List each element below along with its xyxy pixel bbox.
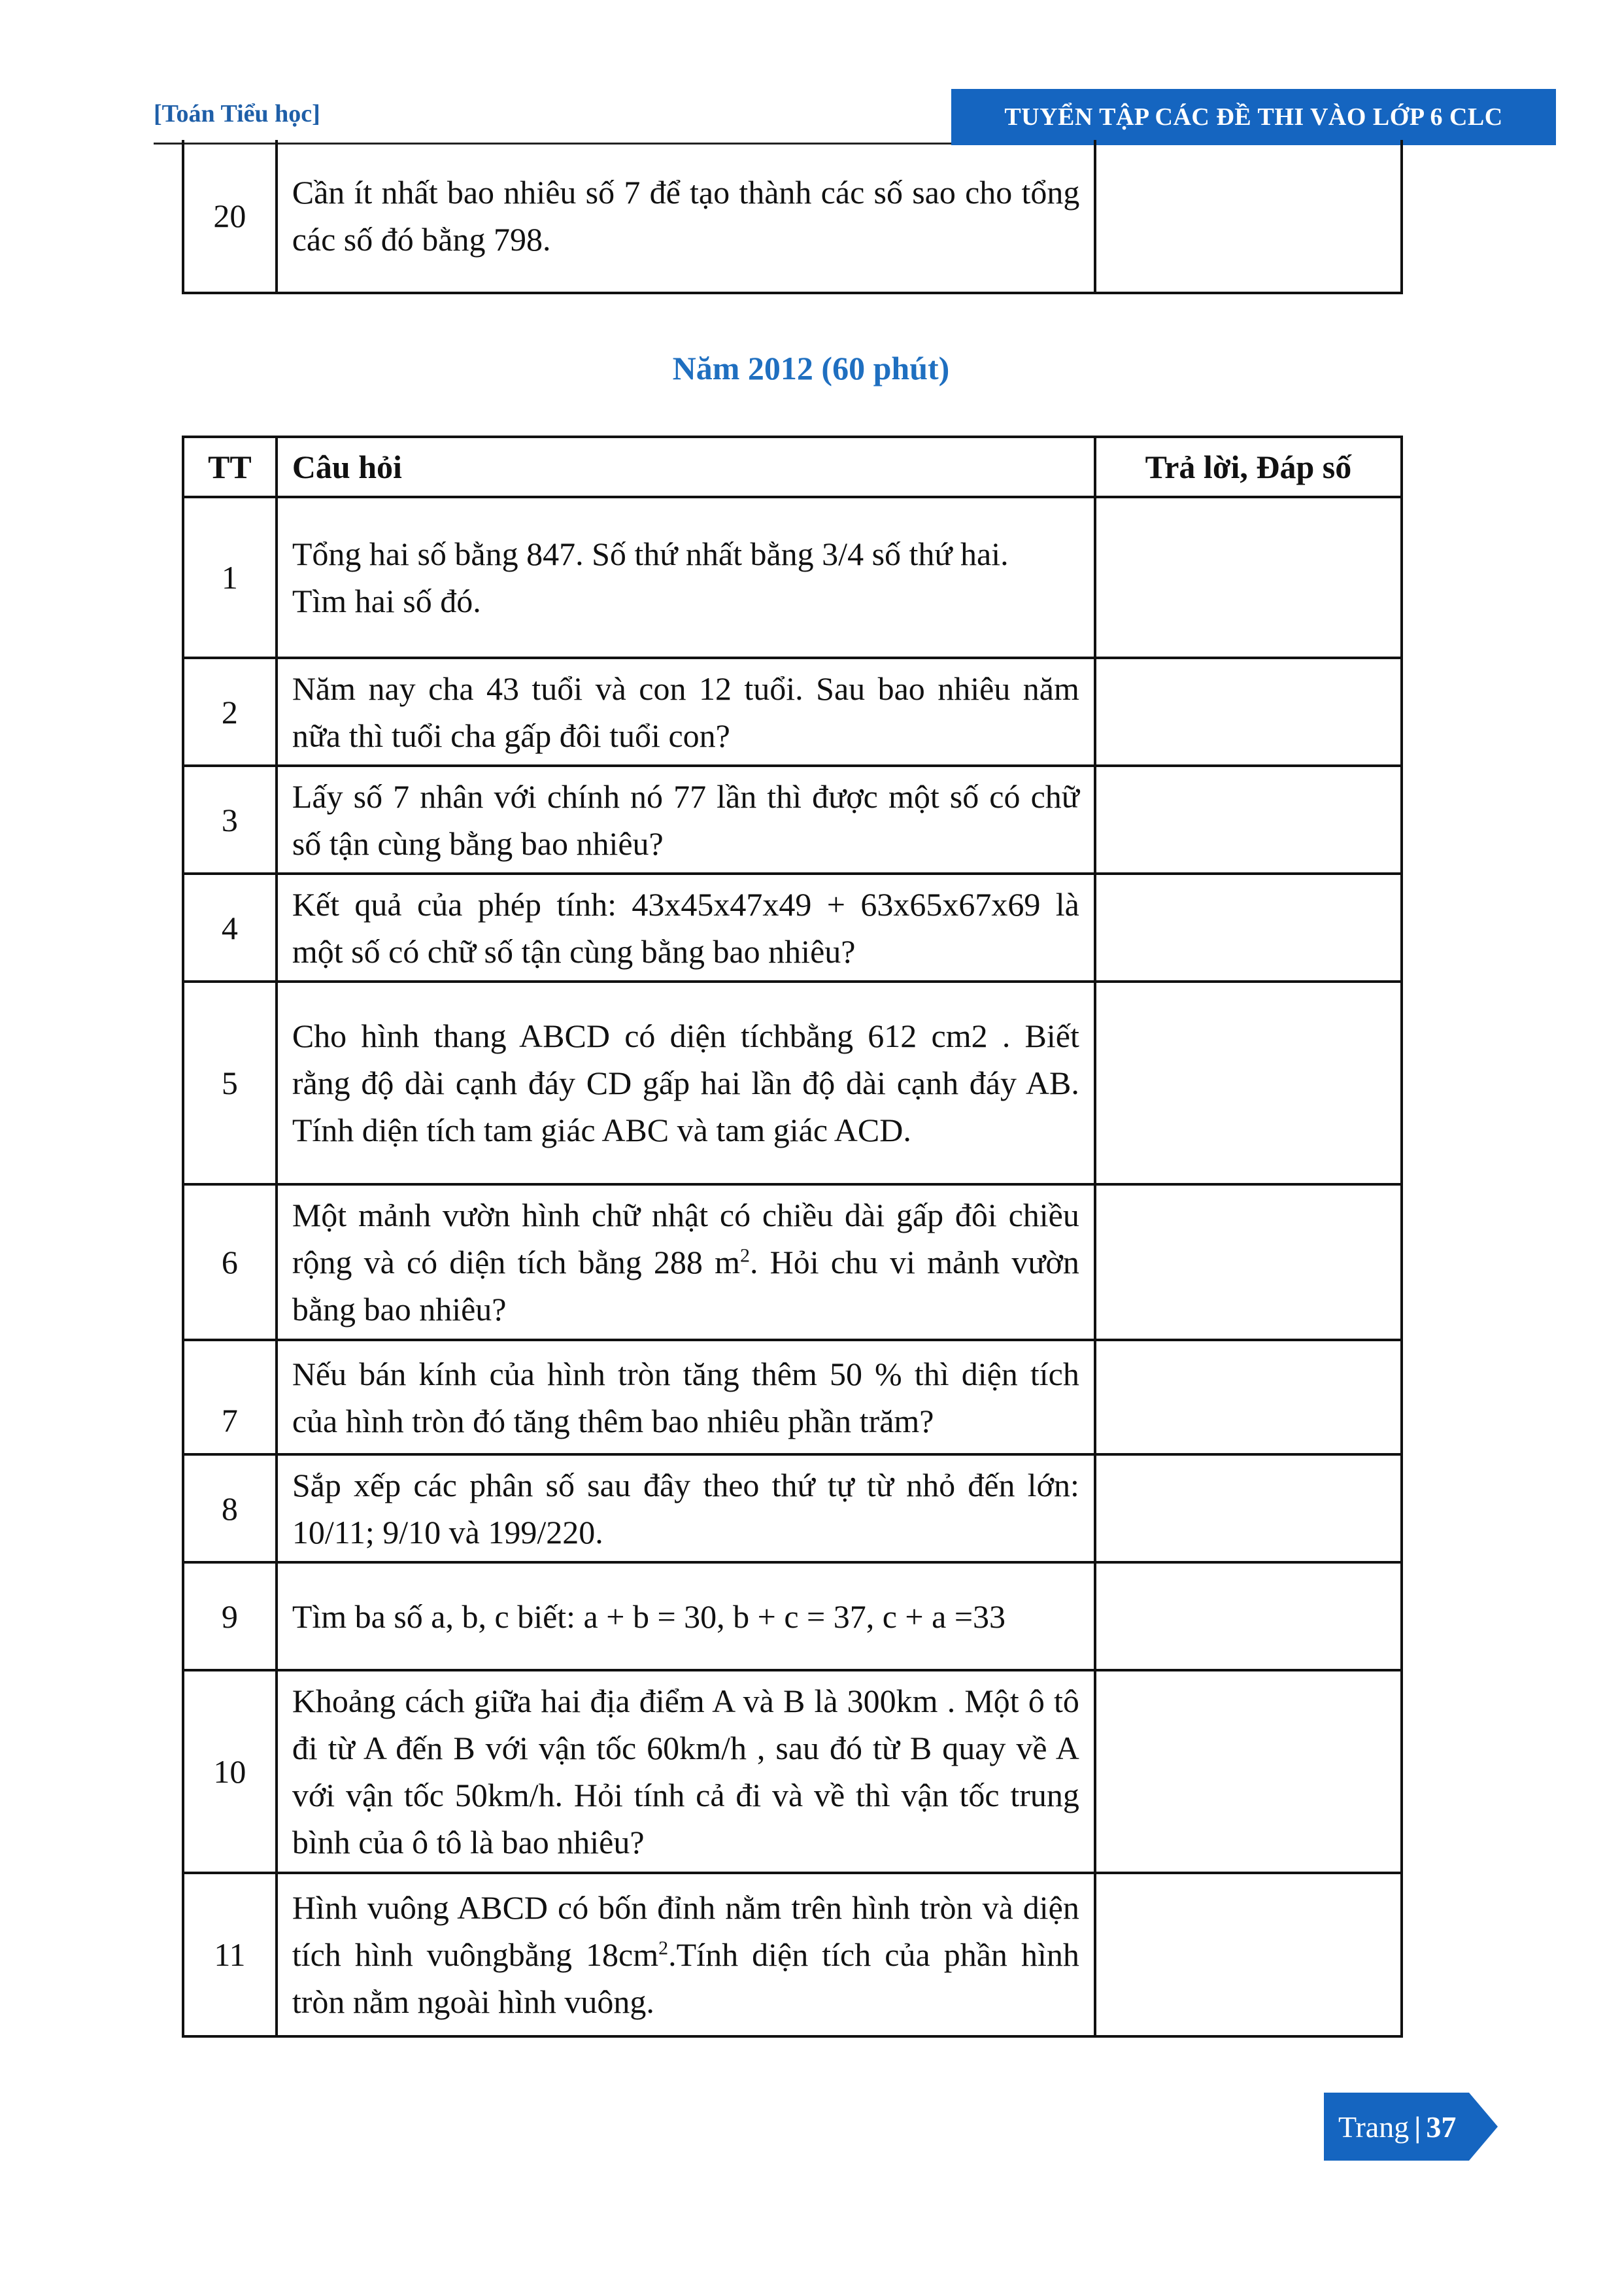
table-row — [183, 1184, 1402, 1340]
superscript: 2 — [658, 1937, 669, 1959]
answer-cell — [1095, 1670, 1402, 1873]
question-cell: Khoảng cách giữa hai địa điểm A và B là 300km . Một ô tô đi từ A đến B với vận tốc 60km/h , sau đó từ B quay về A với vận tốc 50km/h. Hỏi tính cả đi và về thì vận tốc trung bình của ô tô là bao nhiêu? — [277, 1670, 1095, 1873]
question-cell: Cần ít nhất bao nhiêu số 7 để tạo thành các số sao cho tổng các số đó bằng 798. — [277, 140, 1096, 293]
question-cell — [277, 1873, 1095, 2036]
table-row — [183, 140, 1402, 293]
question-text: Một mảnh vườn hình chữ nhật có chiều dài gấp đôi chiều rộng và có diện tích bằng 288 m — [292, 1197, 1079, 1280]
row-number: 2 — [183, 658, 277, 766]
question-text: Tổng hai số bằng 847. Số thứ nhất bằng 3/4 số thứ hai. — [292, 536, 1009, 572]
question-cell — [277, 1184, 1095, 1340]
row-number: 5 — [183, 982, 277, 1184]
answer-cell — [1095, 1340, 1402, 1454]
header-question: Câu hỏi — [277, 437, 1095, 497]
row-number: 1 — [183, 497, 277, 658]
page-number: 37 — [1426, 2110, 1457, 2144]
table-row — [183, 1562, 1402, 1670]
page-number-box — [1324, 2093, 1469, 2161]
row-number: 9 — [183, 1562, 277, 1670]
answer-cell — [1095, 1454, 1402, 1562]
row-number: 4 — [183, 874, 277, 982]
question-cell: Lấy số 7 nhân với chính nó 77 lần thì được một số có chữ số tận cùng bằng bao nhiêu? — [277, 766, 1095, 874]
answer-cell — [1095, 140, 1402, 293]
row-number: 8 — [183, 1454, 277, 1562]
question-cell — [277, 497, 1095, 658]
row-number: 20 — [183, 140, 277, 293]
question-cell: Năm nay cha 43 tuổi và con 12 tuổi. Sau bao nhiêu năm nữa thì tuổi cha gấp đôi tuổi con? — [277, 658, 1095, 766]
row-number: 11 — [183, 1873, 277, 2036]
table-row — [183, 874, 1402, 982]
table-header-row — [183, 437, 1402, 497]
header-answer: Trả lời, Đáp số — [1095, 437, 1402, 497]
question-text: .Tính diện tích của phần hình tròn nằm ngoài hình vuông. — [292, 1936, 1079, 2020]
question-text: Hình vuông ABCD có bốn đỉnh nằm trên hình tròn và diện tích hình vuôngbằng 18cm — [292, 1889, 1079, 1973]
header-left-title: [Toán Tiểu học] — [154, 100, 320, 128]
answer-cell — [1095, 1873, 1402, 2036]
page-arrow-icon — [1469, 2093, 1498, 2161]
table-row — [183, 658, 1402, 766]
table-row — [183, 1670, 1402, 1873]
table-row — [183, 766, 1402, 874]
table-row — [183, 1340, 1402, 1454]
continuation-table — [182, 140, 1403, 294]
page-footer — [1324, 2093, 1498, 2161]
table-row — [183, 1873, 1402, 2036]
answer-cell — [1095, 1562, 1402, 1670]
header-tt: TT — [183, 437, 277, 497]
question-cell: Sắp xếp các phân số sau đây theo thứ tự từ nhỏ đến lớn: 10/11; 9/10 và 199/220. — [277, 1454, 1095, 1562]
question-text: . Hỏi chu vi mảnh vườn bằng bao nhiêu? — [292, 1244, 1079, 1328]
header-right-banner: TUYỂN TẬP CÁC ĐỀ THI VÀO LỚP 6 CLC — [951, 89, 1556, 145]
answer-cell — [1095, 982, 1402, 1184]
table-row — [183, 1454, 1402, 1562]
answer-cell — [1095, 874, 1402, 982]
superscript: 2 — [739, 1244, 750, 1267]
row-number: 6 — [183, 1184, 277, 1340]
question-cell: Kết quả của phép tính: 43x45x47x49 + 63x65x67x69 là một số có chữ số tận cùng bằng bao nhiêu? — [277, 874, 1095, 982]
question-cell: Nếu bán kính của hình tròn tăng thêm 50 % thì diện tích của hình tròn đó tăng thêm bao nhiêu phần trăm? — [277, 1340, 1095, 1454]
section-title: Năm 2012 (60 phút) — [672, 350, 950, 386]
page-label: Trang — [1338, 2110, 1410, 2144]
answer-cell — [1095, 658, 1402, 766]
row-number: 3 — [183, 766, 277, 874]
questions-table — [182, 436, 1403, 2038]
question-text: Tìm hai số đó. — [292, 583, 481, 619]
row-number: 10 — [183, 1670, 277, 1873]
row-number: 7 — [183, 1340, 277, 1454]
page-separator: | — [1414, 2110, 1421, 2144]
question-cell: Tìm ba số a, b, c biết: a + b = 30, b + c = 37, c + a =33 — [277, 1562, 1095, 1670]
answer-cell — [1095, 766, 1402, 874]
table-row — [183, 497, 1402, 658]
table-row — [183, 982, 1402, 1184]
answer-cell — [1095, 1184, 1402, 1340]
question-cell: Cho hình thang ABCD có diện tíchbằng 612 cm2 . Biết rằng độ dài cạnh đáy CD gấp hai lần độ dài cạnh đáy AB. Tính diện tích tam giác ABC và tam giác ACD. — [277, 982, 1095, 1184]
answer-cell — [1095, 497, 1402, 658]
